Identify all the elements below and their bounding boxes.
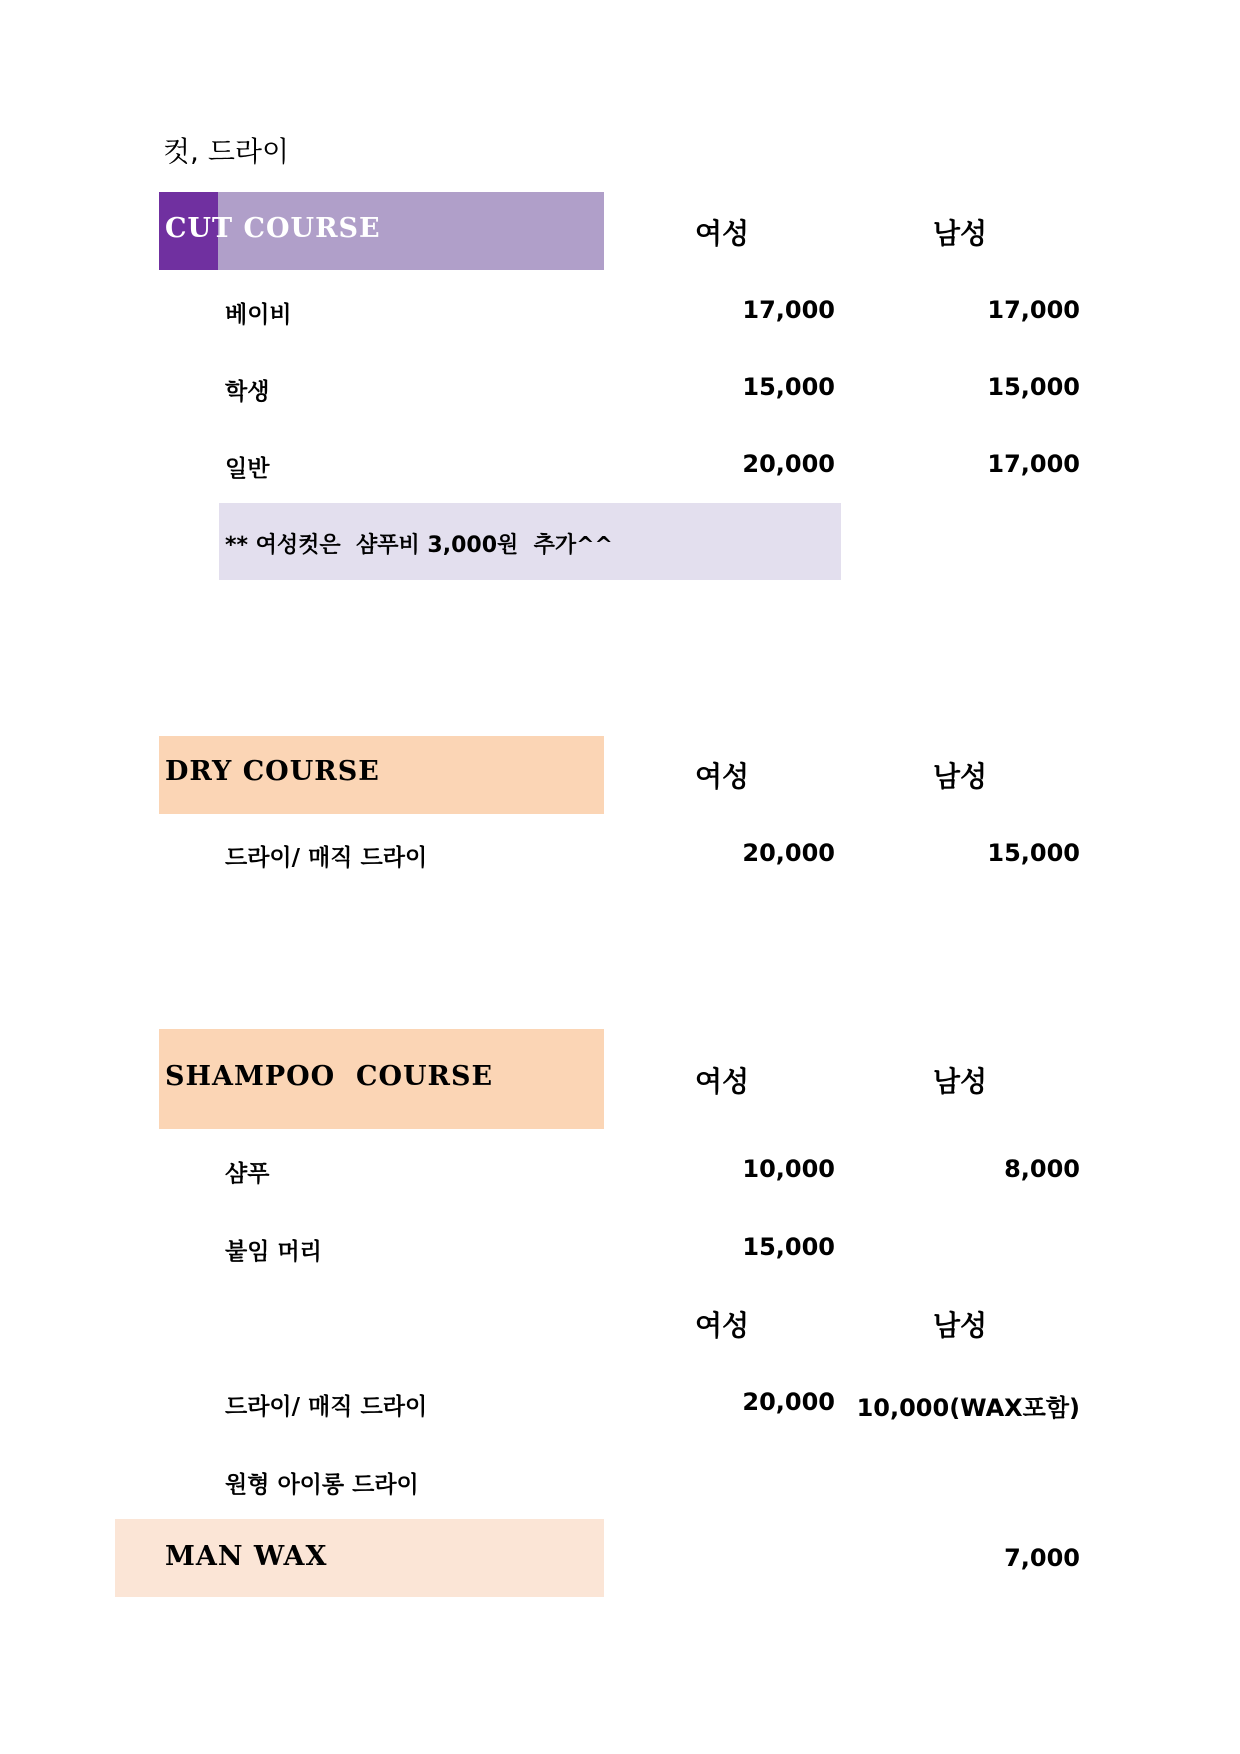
cut-item-general: 일반 (225, 456, 270, 482)
shampoo-women-header: 여성 (695, 1065, 750, 1098)
cut-men-header: 남성 (933, 217, 988, 250)
page-title: 컷, 드라이 (163, 135, 289, 168)
shampoo-men-header: 남성 (933, 1065, 988, 1098)
cut-women-header: 여성 (695, 217, 750, 250)
cut-note: ** 여성컷은 샴푸비 3,000원 추가^^ (225, 533, 613, 558)
dry-women-header: 여성 (695, 760, 750, 793)
shampoo-men-price: 8,000 (1004, 1155, 1080, 1183)
cut-baby-women-price: 17,000 (742, 296, 835, 324)
extra-blowdry-women-price: 20,000 (742, 1388, 835, 1416)
dry-course-title: DRY COURSE (165, 756, 380, 787)
man-wax-men-price: 7,000 (1004, 1544, 1080, 1572)
cut-general-women-price: 20,000 (742, 450, 835, 478)
cut-student-women-price: 15,000 (742, 373, 835, 401)
cut-item-student: 학생 (225, 379, 270, 405)
dry-item-blowdry: 드라이/ 매직 드라이 (225, 845, 428, 871)
cut-general-men-price: 17,000 (987, 450, 1080, 478)
extra-item-iron-dry: 원형 아이롱 드라이 (225, 1472, 419, 1498)
cut-item-baby: 베이비 (225, 302, 292, 328)
dry-blowdry-men-price: 15,000 (987, 839, 1080, 867)
dry-blowdry-women-price: 20,000 (742, 839, 835, 867)
shampoo-course-title: SHAMPOO COURSE (165, 1061, 494, 1092)
shampoo-item-extensions: 붙임 머리 (225, 1239, 322, 1265)
cut-course-title: CUT COURSE (165, 213, 381, 244)
cut-student-men-price: 15,000 (987, 373, 1080, 401)
extra-blowdry-men-price: 10,000(WAX포함) (856, 1394, 1080, 1422)
shampoo-item-shampoo: 샴푸 (225, 1161, 270, 1187)
extensions-women-price: 15,000 (742, 1233, 835, 1261)
shampoo-women-price: 10,000 (742, 1155, 835, 1183)
cut-baby-men-price: 17,000 (987, 296, 1080, 324)
extra-men-header: 남성 (933, 1309, 988, 1342)
man-wax-title: MAN WAX (165, 1541, 328, 1572)
dry-men-header: 남성 (933, 760, 988, 793)
extra-item-blowdry: 드라이/ 매직 드라이 (225, 1394, 428, 1420)
extra-women-header: 여성 (695, 1309, 750, 1342)
